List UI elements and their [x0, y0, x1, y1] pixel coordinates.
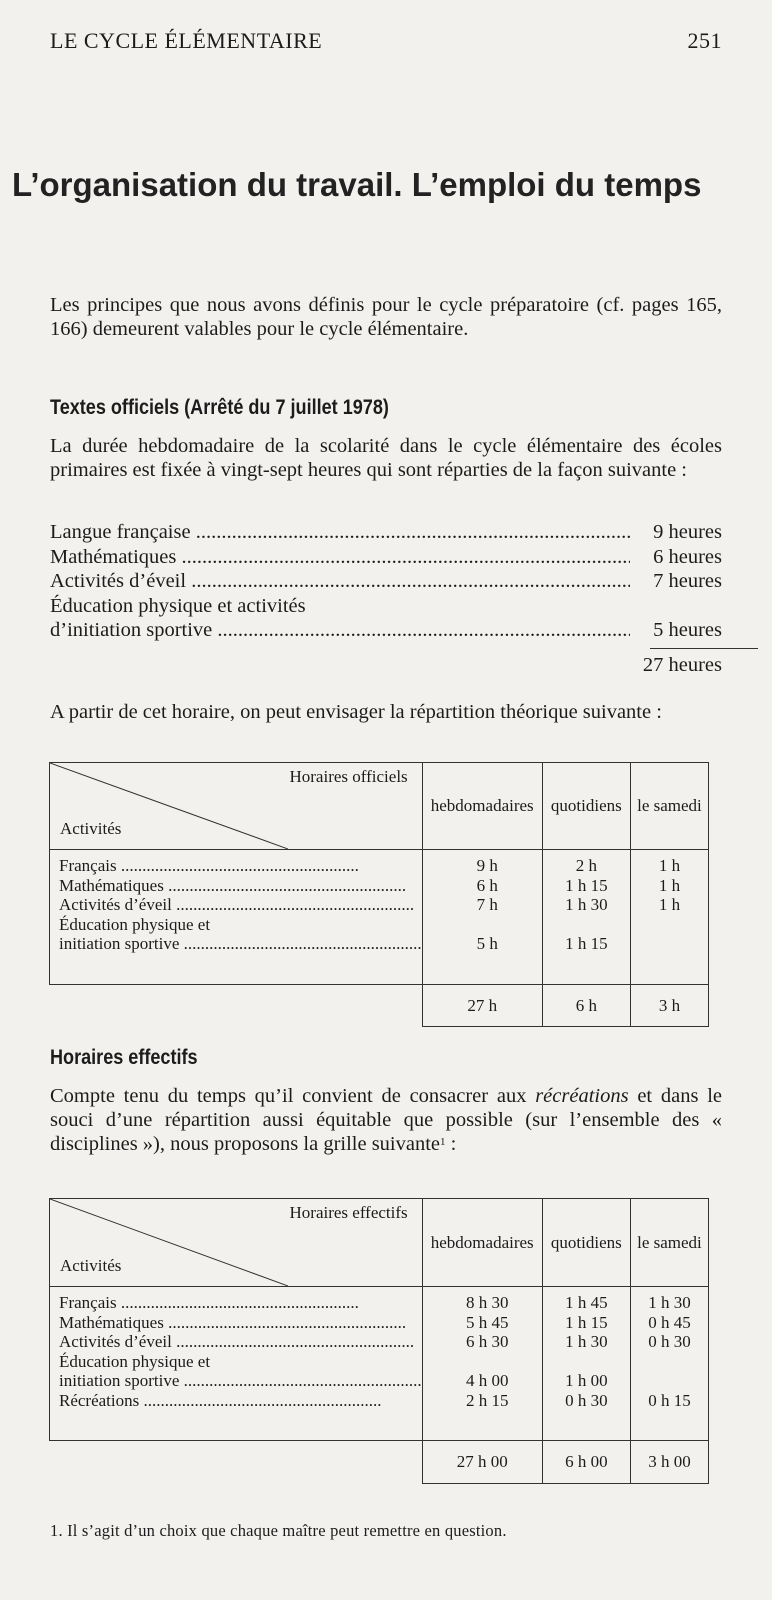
hours-item: Éducation physique et activités: [50, 594, 306, 617]
table-body-row: [50, 1287, 709, 1441]
running-title: LE CYCLE ÉLÉMENTAIRE: [50, 28, 323, 53]
total-saturday: 3 h 00: [630, 1441, 708, 1484]
column-header: hebdomadaires: [422, 763, 542, 850]
hours-total: 27 heures: [642, 654, 722, 676]
saturday-column: 1 h 30 0 h 45 0 h 30 0 h 15: [630, 1287, 708, 1441]
daily-column: 1 h 45 1 h 15 1 h 30 1 h 00 0 h 30: [542, 1287, 630, 1441]
activity-label: Mathématiques .....: [50, 1313, 422, 1333]
weekly-column: 9 h 6 h 7 h 5 h: [422, 850, 542, 985]
emphasis-recreations: récréations: [535, 1085, 629, 1107]
activity-label: initiation sportive .....: [50, 934, 422, 954]
official-hours-table: [49, 762, 709, 1027]
table-header-row: [50, 763, 709, 850]
hours-item: Langue française ..... 9 heures: [50, 520, 722, 545]
sum-rule: [650, 648, 758, 649]
activities-column: [50, 850, 423, 985]
total-daily: 6 h: [542, 985, 630, 1027]
distribution-paragraph: A partir de cet horaire, on peut envisager la répartition théorique suivante :: [50, 701, 662, 723]
activities-column: [50, 1287, 423, 1441]
intro-paragraph: Les principes que nous avons définis pour le cycle préparatoire (cf. pages 165, 166) demeurent valables pour le cycle élémentaire.: [50, 294, 722, 340]
total-weekly: 27 h 00: [422, 1441, 542, 1484]
daily-column: 2 h 1 h 15 1 h 30 1 h 15: [542, 850, 630, 985]
column-header: le samedi: [630, 1199, 708, 1287]
table-corner-cell: [50, 763, 423, 850]
activity-label: Activités d’éveil .....: [50, 895, 422, 915]
table-corner-cell: [50, 1199, 423, 1287]
table-body-row: [50, 850, 709, 985]
table-total-row: [50, 1441, 709, 1484]
footnote: 1. Il s’agit d’un choix que chaque maître peut remettre en question.: [50, 1521, 507, 1540]
corner-top-label: Horaires officiels: [289, 767, 408, 786]
chapter-title: L’organisation du travail. L’emploi du temps: [12, 166, 702, 203]
total-label-cell: [50, 985, 423, 1027]
corner-top-label: Horaires effectifs: [289, 1203, 408, 1222]
activity-label: initiation sportive .....: [50, 1371, 422, 1391]
total-weekly: 27 h: [422, 985, 542, 1027]
activity-label: Activités d’éveil .....: [50, 1332, 422, 1352]
footnote-reference[interactable]: 1: [440, 1136, 446, 1148]
running-header: [50, 28, 722, 58]
effective-hours-table: [49, 1198, 709, 1484]
section-heading-official: Textes officiels (Arrêté du 7 juillet 1978): [50, 396, 389, 419]
hours-item: d’initiation sportive ..... 5 heures: [50, 618, 722, 643]
column-header: quotidiens: [542, 763, 630, 850]
corner-bottom-label: Activités: [60, 819, 122, 838]
total-saturday: 3 h: [630, 985, 708, 1027]
table-total-row: [50, 985, 709, 1027]
corner-bottom-label: Activités: [60, 1256, 122, 1275]
activity-label: Éducation physique et: [59, 1351, 211, 1371]
activity-label: Éducation physique et: [59, 914, 211, 934]
effective-paragraph: Compte tenu du temps qu’il convient de consacrer aux récréations et dans le souci d’une répartition aussi équitable que possible (sur l’ensemble des « disciplines »), nous proposons la grille suivante$^1$ :: [50, 1085, 722, 1155]
column-header: hebdomadaires: [422, 1199, 542, 1287]
table-header-row: [50, 1199, 709, 1287]
activity-label: Français .....: [50, 856, 422, 876]
official-paragraph: La durée hebdomadaire de la scolarité dans le cycle élémentaire des écoles primaires est fixée à vingt-sept heures qui sont réparties de la façon suivante :: [50, 435, 722, 481]
page-number: 251: [687, 28, 722, 53]
weekly-column: 8 h 30 5 h 45 6 h 30 4 h 00 2 h 15: [422, 1287, 542, 1441]
activity-label: Français .....: [50, 1293, 422, 1313]
column-header: quotidiens: [542, 1199, 630, 1287]
hours-list: [50, 520, 722, 643]
total-daily: 6 h 00: [542, 1441, 630, 1484]
saturday-column: 1 h 1 h 1 h: [630, 850, 708, 985]
activity-label: Récréations .....: [50, 1391, 422, 1411]
activity-label: Mathématiques .....: [50, 876, 422, 896]
column-header: le samedi: [630, 763, 708, 850]
section-heading-effective: Horaires effectifs: [50, 1046, 198, 1069]
hours-item: Activités d’éveil ..... 7 heures: [50, 569, 722, 594]
hours-item: Mathématiques ..... 6 heures: [50, 545, 722, 570]
total-label-cell: [50, 1441, 423, 1484]
